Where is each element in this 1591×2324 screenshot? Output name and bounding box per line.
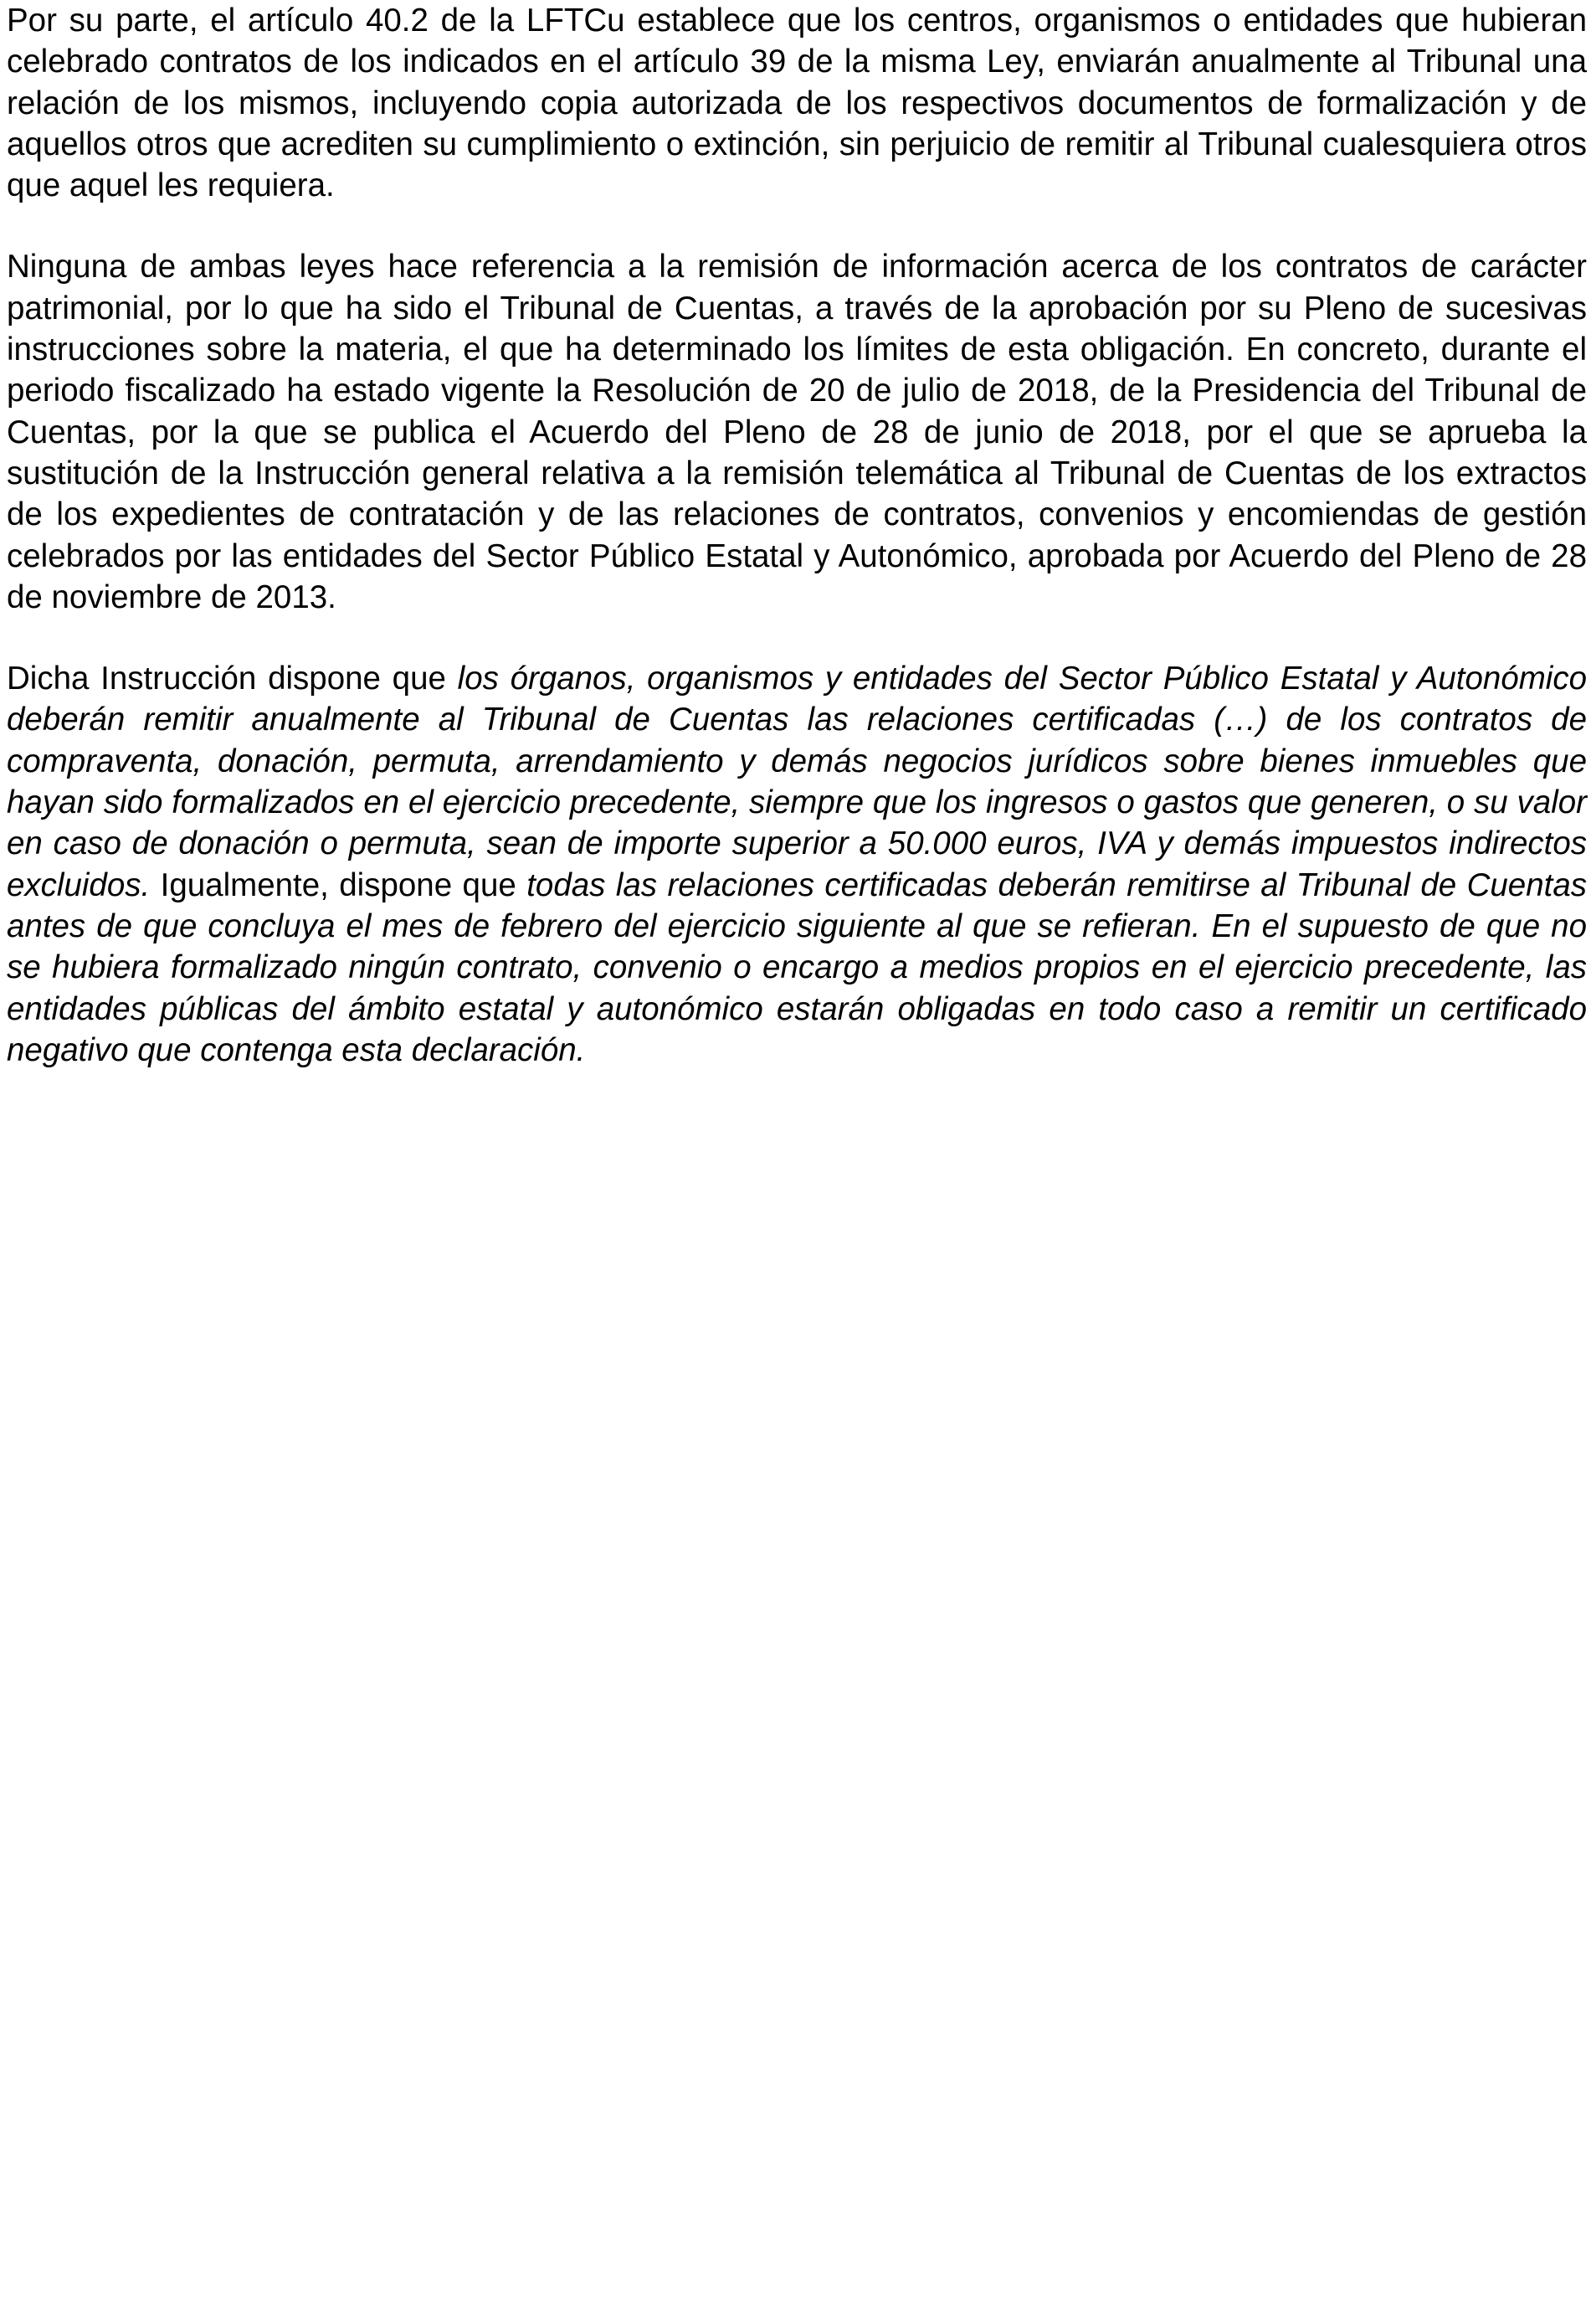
paragraph-text: Por su parte, el artículo 40.2 de la LFTCu establece que los centros, organismos o entidades que hubieran celebrado contratos de los indicados en el artículo 39 de la misma Ley, enviarán anualmente al Tribunal una relación de los mismos, incluyendo copia autorizada de los respectivos documentos de formalización y de aquellos otros que acrediten su cumplimiento o extinción, sin perjuicio de remitir al Tribunal cualesquiera otros que aquel les requiera.: [7, 3, 1587, 204]
paragraph-text: Ninguna de ambas leyes hace referencia a la remisión de información acerca de los contratos de carácter patrimonial, por lo que ha sido el Tribunal de Cuentas, a través de la aprobación por su Pleno de sucesivas instrucciones sobre la materia, el que ha determinado los límites de esta obligación. En concreto, durante el periodo fiscalizado ha estado vigente la Resolución de 20 de julio de 2018, de la Presidencia del Tribunal de Cuentas, por la que se publica el Acuerdo del Pleno de 28 de junio de 2018, por el que se aprueba la sustitución de la Instrucción general relativa a la remisión telemática al Tribunal de Cuentas de los extractos de los expedientes de contratación y de las relaciones de contratos, convenios y encomiendas de gestión celebrados por las entidades del Sector Público Estatal y Autonómico, aprobada por Acuerdo del Pleno de 28 de noviembre de 2013.: [7, 249, 1587, 615]
paragraph-instruction: [7, 658, 1587, 1071]
italic-quote-text: los órganos, organismos y entidades del Sector Público Estatal y Autonómico deberán remitir anualmente al Tribunal de Cuentas las relaciones certificadas (…) de los contratos de compraventa, donación, permuta, arrendamiento y demás negocios jurídicos sobre bienes inmuebles que hayan sido formalizados en el ejercicio precedente, siempre que los ingresos o gastos que generen, o su valor en caso de donación o permuta, sean de importe superior a 50.000 euros, IVA y demás impuestos indirectos excluidos.: [7, 661, 1588, 903]
paragraph-text: Dicha Instrucción dispone que: [7, 661, 458, 697]
paragraph-patrimonial-contracts: [7, 246, 1587, 618]
paragraph-article-40: [7, 0, 1587, 206]
italic-quote-text: todas las relaciones certificadas deberán remitirse al Tribunal de Cuentas antes de que concluya el mes de febrero del ejercicio siguiente al que se refieran. En el supuesto de que no se hubiera formalizado ningún contrato, convenio o encargo a medios propios en el ejercicio precedente, las entidades públicas del ámbito estatal y autonómico estarán obligadas en todo caso a remitir un certificado negativo que contenga esta declaración.: [7, 866, 1587, 1068]
paragraph-text: Igualmente, dispone que: [150, 866, 527, 903]
document-page: [7, 0, 1587, 1111]
